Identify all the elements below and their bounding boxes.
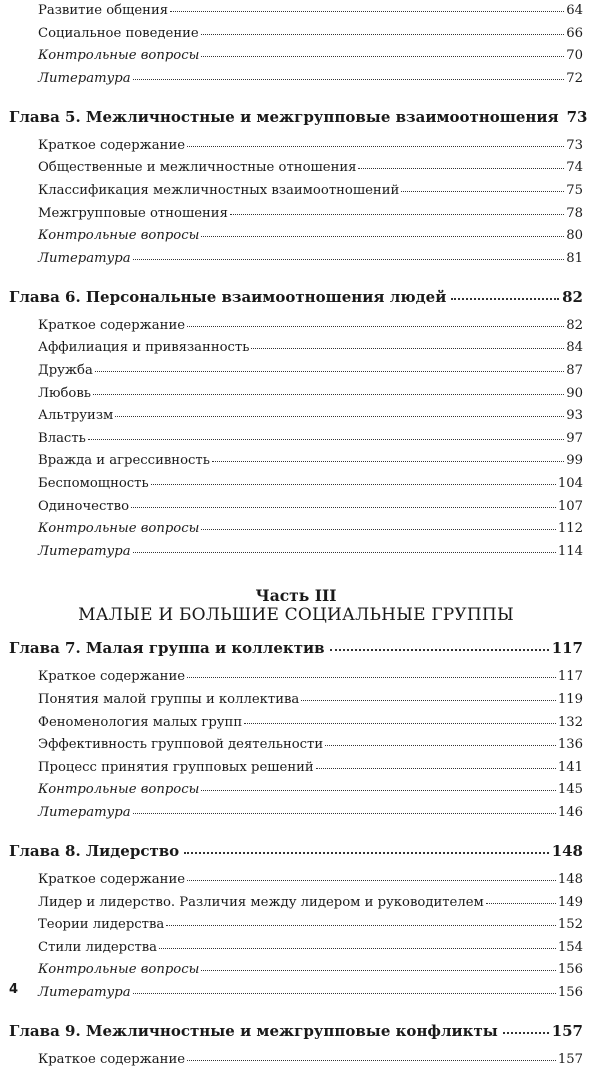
- toc-entry[interactable]: [38, 499, 583, 514]
- toc-entry-title: Любовь: [38, 385, 91, 401]
- toc-entry-title: Контрольные вопросы: [38, 48, 200, 64]
- dot-leader: [486, 903, 556, 904]
- toc-entry-page: 104: [557, 476, 583, 491]
- toc-entry-page: 119: [557, 692, 583, 707]
- toc-entry-title: Вражда и агрессивность: [38, 453, 210, 469]
- dot-leader: [133, 552, 556, 553]
- toc-entry-title: Контрольные вопросы: [38, 521, 200, 537]
- toc-entry-page: 82: [562, 287, 583, 306]
- part-title: МАЛЫЕ И БОЛЬШИЕ СОЦИАЛЬНЫЕ ГРУППЫ: [78, 605, 514, 626]
- toc-entry-title: Литература: [38, 985, 131, 1000]
- toc-entry-title: Глава 9. Межличностные и межгрупповые конфликты: [9, 1022, 498, 1040]
- toc-entry-title: Теории лидерства: [38, 917, 165, 933]
- toc-entry[interactable]: [38, 251, 583, 266]
- toc-entry-title: Понятия малой группы и коллектива: [38, 692, 300, 707]
- dot-leader: [201, 56, 564, 57]
- dot-leader: [325, 745, 556, 746]
- toc-entry-page: 148: [551, 842, 583, 860]
- dot-leader: [187, 677, 556, 678]
- toc-entry[interactable]: [38, 206, 583, 221]
- toc-entry[interactable]: [38, 408, 583, 423]
- toc-entry[interactable]: [38, 431, 583, 446]
- toc-entry-page: 78: [566, 205, 583, 221]
- toc-entry[interactable]: [38, 453, 583, 468]
- toc-entry-title: Лидер и лидерство. Различия между лидером и руководителем: [38, 894, 484, 910]
- toc-entry[interactable]: [38, 228, 583, 243]
- toc-entry[interactable]: [38, 715, 583, 730]
- dot-leader: [230, 214, 564, 215]
- toc-entry-page: 82: [566, 317, 583, 333]
- toc-entry-page: 156: [557, 985, 583, 1000]
- toc-entry-page: 157: [551, 1022, 583, 1040]
- toc-entry[interactable]: [38, 917, 583, 932]
- dot-leader: [358, 168, 564, 169]
- toc-entry[interactable]: [38, 1052, 583, 1067]
- toc-entry-title: Альтруизм: [38, 408, 114, 424]
- dot-leader: [115, 416, 564, 417]
- toc-chapter-entry[interactable]: [9, 1022, 583, 1040]
- toc-entry-page: 66: [566, 25, 583, 41]
- dot-leader: [166, 925, 556, 926]
- toc-entry[interactable]: [38, 340, 583, 355]
- toc-entry-page: 157: [557, 1052, 583, 1067]
- toc-entry-title: Контрольные вопросы: [38, 782, 200, 798]
- dot-leader: [184, 852, 549, 854]
- toc-entry[interactable]: [38, 872, 583, 887]
- toc-entry-title: Глава 6. Персональные взаимоотношения людей: [9, 287, 447, 306]
- toc-entry-page: 93: [566, 408, 583, 424]
- toc-entry-title: Литература: [38, 250, 131, 266]
- toc-entry[interactable]: [38, 985, 583, 1000]
- toc-entry[interactable]: [38, 48, 583, 63]
- toc-entry-title: Литература: [38, 543, 131, 559]
- toc-entry[interactable]: [38, 71, 583, 86]
- toc-entry-page: 117: [557, 669, 583, 685]
- dot-leader: [201, 236, 564, 237]
- dot-leader: [88, 439, 564, 440]
- toc-entry-title: Краткое содержание: [38, 1052, 186, 1067]
- toc-chapter-entry[interactable]: [9, 288, 583, 306]
- dot-leader: [151, 484, 556, 485]
- toc-entry-page: 90: [566, 385, 583, 401]
- toc-chapter-entry[interactable]: [9, 107, 588, 126]
- toc-entry-page: 136: [557, 737, 583, 753]
- toc-entry-title: Феноменология малых групп: [38, 714, 243, 730]
- toc-entry[interactable]: [38, 760, 583, 775]
- toc-entry-page: 107: [557, 498, 583, 514]
- dot-leader: [131, 507, 556, 508]
- toc-entry-title: Глава 8. Лидерство: [9, 842, 180, 860]
- toc-entry-page: 99: [566, 453, 583, 469]
- toc-entry[interactable]: [38, 160, 583, 175]
- toc-entry-page: 149: [557, 894, 583, 910]
- toc-entry-page: 84: [566, 340, 583, 356]
- toc-entry-page: 97: [566, 430, 583, 446]
- toc-entry-title: Дружба: [38, 363, 93, 378]
- toc-entry-title: Беспомощность: [38, 476, 149, 491]
- toc-entry-page: 117: [551, 639, 583, 658]
- toc-entry-title: Краткое содержание: [38, 669, 186, 685]
- toc-entry-title: Краткое содержание: [38, 872, 186, 887]
- toc-entry[interactable]: [38, 363, 583, 378]
- toc-entry[interactable]: [38, 737, 583, 752]
- toc-entry-page: 87: [566, 363, 583, 378]
- toc-entry-page: 145: [557, 782, 583, 798]
- toc-entry-title: Контрольные вопросы: [38, 228, 200, 244]
- dot-leader: [133, 79, 565, 80]
- toc-entry-page: 112: [557, 521, 583, 537]
- toc-entry[interactable]: [38, 521, 583, 536]
- toc-entry-title: Классификация межличностных взаимоотношений: [38, 183, 400, 198]
- toc-entry-page: 146: [557, 805, 583, 820]
- dot-leader: [159, 948, 556, 949]
- toc-entry-title: Общественные и межличностные отношения: [38, 160, 357, 176]
- toc-entry[interactable]: [38, 669, 583, 684]
- part-label: Часть III: [255, 586, 337, 606]
- toc-entry-page: 154: [557, 939, 583, 955]
- dot-leader: [187, 326, 564, 327]
- dot-leader: [133, 993, 556, 994]
- toc-entry-title: Глава 5. Межличностные и межгрупповые взаимоотношения: [9, 107, 559, 126]
- toc-entry-page: 141: [557, 759, 583, 775]
- toc-entry[interactable]: [38, 782, 583, 797]
- toc-entry[interactable]: [38, 183, 583, 198]
- toc-entry[interactable]: [38, 318, 583, 333]
- toc-entry-title: Краткое содержание: [38, 317, 186, 333]
- toc-entry[interactable]: [38, 26, 583, 41]
- dot-leader: [401, 191, 564, 192]
- dot-leader: [316, 768, 556, 769]
- toc-entry[interactable]: [38, 386, 583, 401]
- toc-entry-title: Глава 7. Малая группа и коллектив: [9, 639, 325, 658]
- dot-leader: [251, 348, 564, 349]
- toc-entry-page: 148: [557, 872, 583, 887]
- toc-chapter-entry[interactable]: [9, 842, 583, 860]
- dot-leader: [451, 298, 559, 300]
- toc-entry-page: 152: [557, 917, 583, 933]
- toc-entry-page: 80: [566, 228, 583, 244]
- toc-entry[interactable]: [38, 476, 583, 491]
- dot-leader: [201, 529, 555, 530]
- dot-leader: [170, 11, 564, 12]
- toc-entry-title: Развитие общения: [38, 3, 169, 18]
- dot-leader: [503, 1032, 549, 1034]
- dot-leader: [201, 970, 555, 971]
- toc-entry-page: 72: [566, 70, 583, 86]
- toc-entry-title: Процесс принятия групповых решений: [38, 759, 314, 775]
- dot-leader: [133, 813, 556, 814]
- toc-entry-page: 70: [566, 48, 583, 64]
- dot-leader: [187, 146, 564, 147]
- toc-entry-page: 81: [566, 250, 583, 266]
- dot-leader: [187, 880, 556, 881]
- toc-entry[interactable]: [38, 805, 583, 820]
- dot-leader: [244, 723, 556, 724]
- dot-leader: [330, 649, 549, 651]
- toc-entry-title: Стили лидерства: [38, 939, 158, 955]
- dot-leader: [212, 461, 564, 462]
- toc-entry[interactable]: [38, 692, 583, 707]
- toc-entry-page: 74: [566, 160, 583, 176]
- dot-leader: [201, 34, 565, 35]
- toc-entry[interactable]: [38, 3, 583, 18]
- toc-entry[interactable]: [38, 138, 583, 153]
- toc-entry-page: 132: [557, 714, 583, 730]
- toc-entry[interactable]: [38, 544, 583, 559]
- toc-entry-page: 64: [566, 3, 583, 18]
- toc-entry[interactable]: [38, 895, 583, 910]
- dot-leader: [187, 1060, 556, 1061]
- toc-entry-title: Власть: [38, 430, 86, 446]
- toc-entry-title: Литература: [38, 805, 131, 820]
- toc-entry-title: Одиночество: [38, 498, 130, 514]
- toc-entry-page: 73: [566, 137, 583, 153]
- toc-entry-page: 156: [557, 962, 583, 978]
- dot-leader: [93, 394, 564, 395]
- toc-entry-title: Эффективность групповой деятельности: [38, 737, 324, 753]
- toc-entry-title: Социальное поведение: [38, 25, 199, 41]
- dot-leader: [301, 700, 556, 701]
- dot-leader: [133, 259, 565, 260]
- toc-entry-title: Аффилиация и привязанность: [38, 340, 250, 356]
- toc-entry-title: Литература: [38, 70, 131, 86]
- toc-entry[interactable]: [38, 940, 583, 955]
- toc-entry-title: Контрольные вопросы: [38, 962, 200, 978]
- toc-entry-page: 114: [557, 543, 583, 559]
- toc-entry-title: Межгрупповые отношения: [38, 205, 228, 221]
- toc-entry-page: 73: [566, 107, 588, 126]
- dot-leader: [95, 371, 564, 372]
- toc-entry-page: 75: [566, 183, 583, 198]
- toc-entry-title: Краткое содержание: [38, 137, 186, 153]
- dot-leader: [201, 790, 555, 791]
- page-number: 4: [9, 982, 19, 997]
- toc-entry[interactable]: [38, 962, 583, 977]
- toc-chapter-entry[interactable]: [9, 639, 583, 657]
